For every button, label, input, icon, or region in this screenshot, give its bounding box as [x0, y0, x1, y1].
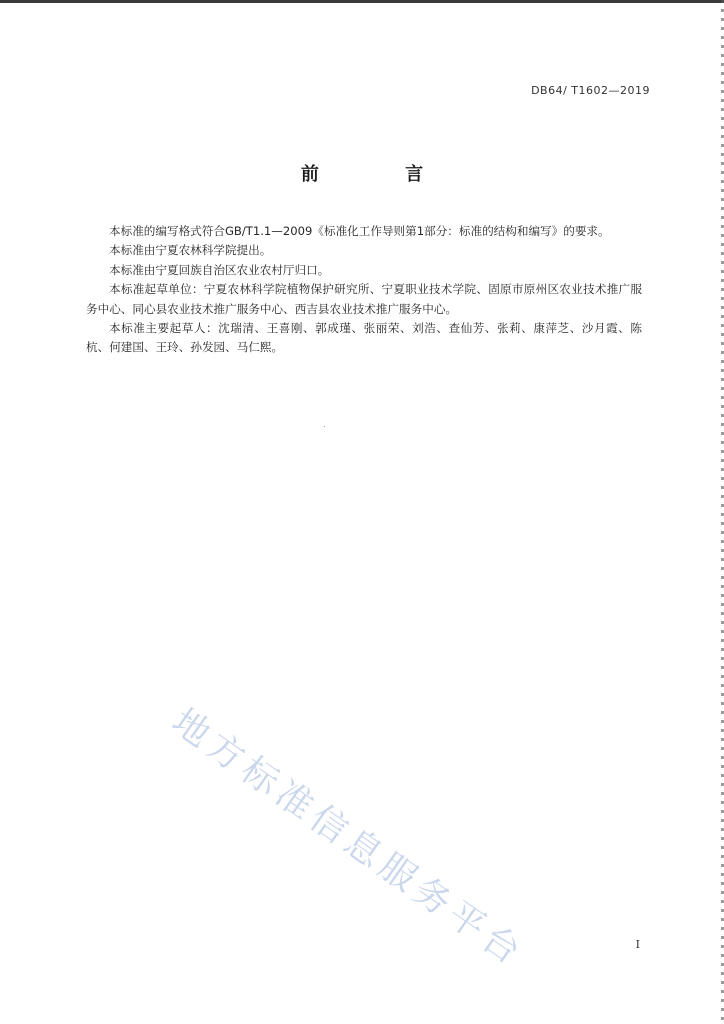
preface-paragraph-proposer: 本标准由宁夏农林科学院提出。 [109, 243, 272, 258]
page-number: I [635, 938, 640, 951]
scan-speck [324, 426, 325, 427]
preface-body [86, 222, 642, 358]
preface-paragraph-format: 本标准的编写格式符合GB/T1.1—2009《标准化工作导则第1部分：标准的结构和编写》的要求。 [109, 224, 610, 238]
preface-paragraph-administrator: 本标准由宁夏回族自治区农业农村厅归口。 [109, 262, 330, 277]
watermark-text: 地方标准信息服务平台 [164, 701, 533, 976]
scan-top-edge [0, 0, 724, 3]
preface-title: 前 言 [300, 164, 464, 185]
document-code: DB64/ T1602—2019 [531, 84, 650, 97]
preface-paragraph-drafters: 本标准主要起草人：沈瑞清、王喜刚、郭成瑾、张丽荣、刘浩、查仙芳、张莉、康萍芝、沙月霞、陈杭、何建国、王玲、孙发园、马仁熙。 [86, 321, 642, 355]
preface-paragraph-drafting-units: 本标准起草单位：宁夏农林科学院植物保护研究所、宁夏职业技术学院、固原市原州区农业技术推广服务中心、同心县农业技术推广服务中心、西吉县农业技术推广服务中心。 [86, 282, 642, 316]
